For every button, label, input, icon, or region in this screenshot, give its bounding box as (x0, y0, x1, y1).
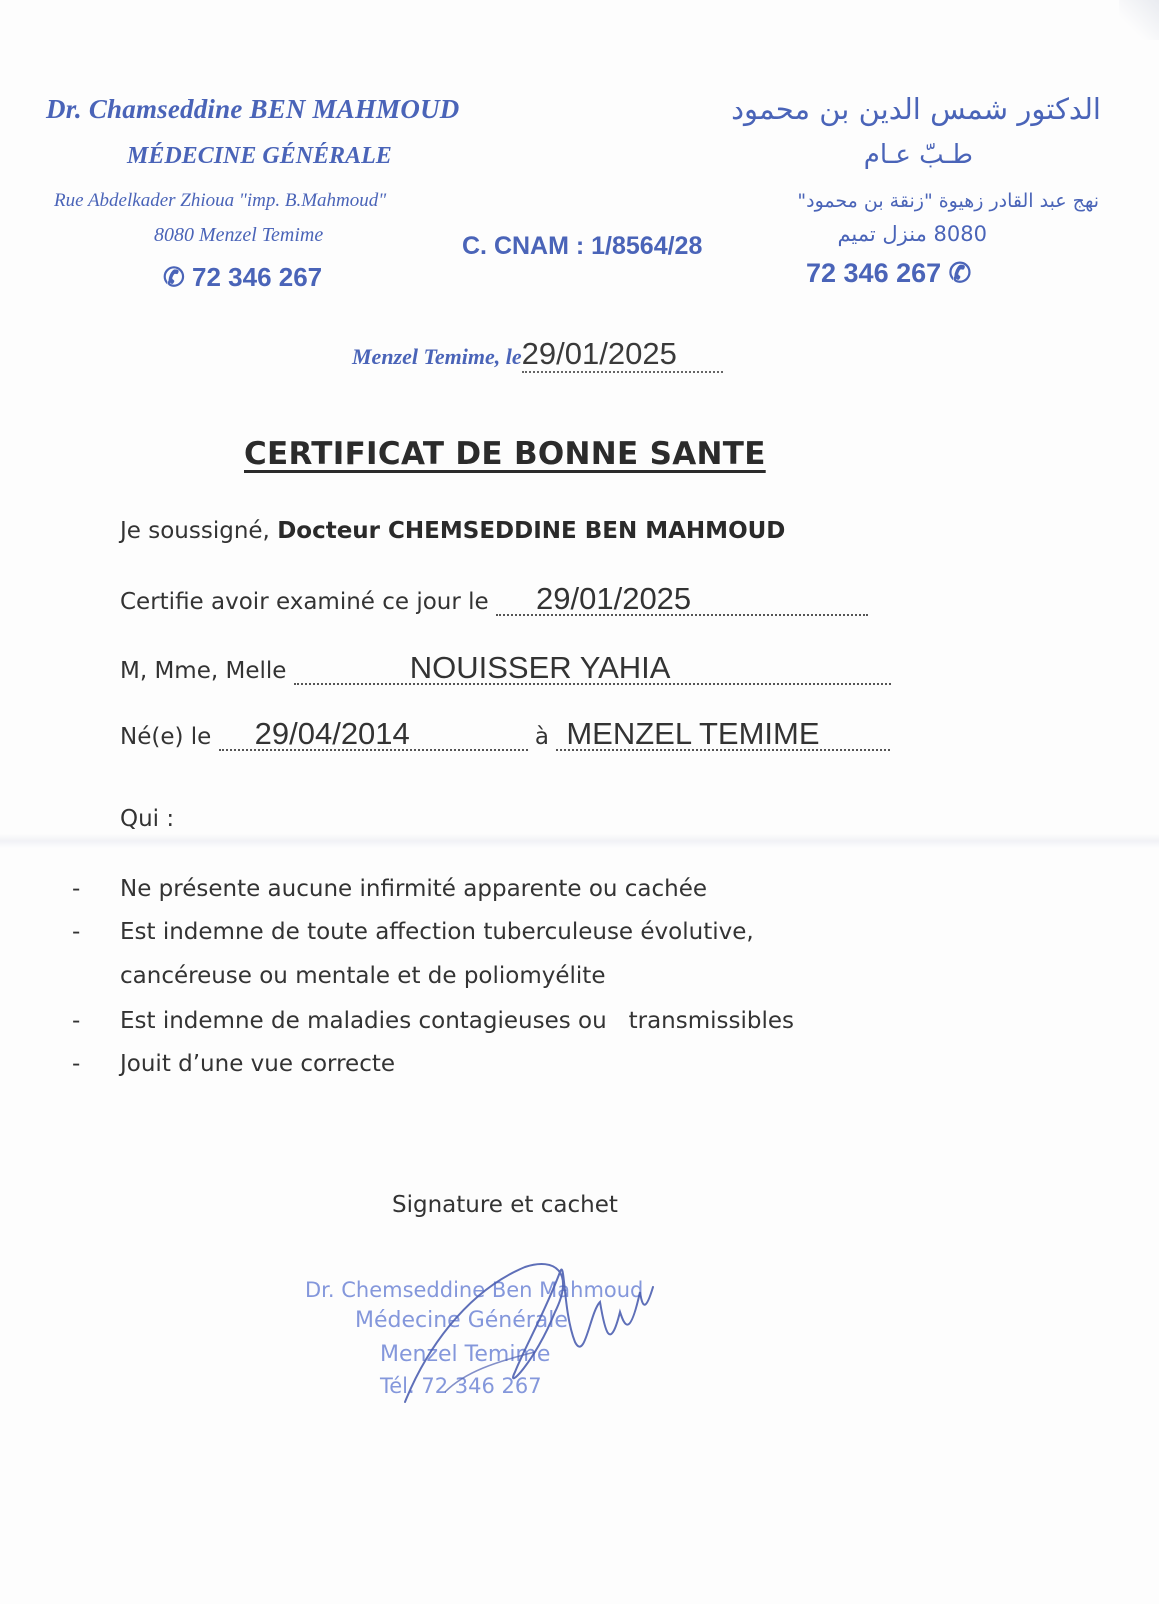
paper-corner (1119, 0, 1159, 40)
condition-item (72, 1008, 794, 1034)
cnam-code: C. CNAM : 1/8564/28 (462, 232, 703, 260)
patient-name-line (120, 652, 891, 685)
doctor-specialty: MÉDECINE GÉNÉRALE (127, 143, 392, 169)
condition-item (72, 919, 754, 945)
doctor-phone: ✆ 72 346 267 (163, 262, 323, 292)
stamp-line: Médecine Générale (355, 1308, 568, 1333)
birth-date-label: Né(e) le (120, 724, 219, 750)
doctor-city-arabic: 8080 منزل تميم (837, 222, 987, 246)
bullet-dash: - (72, 876, 81, 902)
issue-date: 29/01/2025 (522, 336, 723, 373)
condition-text: Est indemne de maladies contagieuses ou transmissibles (120, 1008, 795, 1034)
birth-place-label: à (527, 724, 557, 750)
condition-text: Est indemne de toute affection tuberculeuse évolutive, (120, 919, 754, 945)
birth-place-field: MENZEL TEMIME (556, 718, 890, 751)
declaration-prefix: Je soussigné, (120, 518, 278, 544)
condition-item (72, 1051, 395, 1077)
doctor-name: Dr. Chamseddine BEN MAHMOUD (46, 94, 460, 124)
stamp-line: Tél. 72 346 267 (380, 1374, 542, 1398)
doctor-street-arabic: نهج عبد القادر زهيوة "زنقة بن محمود" (797, 190, 1099, 212)
handwritten-signature (385, 1252, 665, 1422)
bullet-dash: - (72, 1051, 81, 1077)
certificate-title: CERTIFICAT DE BONNE SANTE (244, 436, 766, 472)
exam-date-line (120, 583, 868, 616)
doctor-specialty-arabic: طـبّ عـام (863, 140, 973, 170)
bullet-dash: - (72, 919, 81, 945)
place-label: Menzel Temime, le (352, 344, 522, 369)
condition-text: Ne présente aucune infirmité apparente ou cachée (120, 876, 708, 902)
condition-item (72, 876, 707, 902)
paper-fold-crease (0, 834, 1159, 848)
declaring-doctor: Docteur CHEMSEDDINE BEN MAHMOUD (277, 518, 786, 544)
place-date-row (352, 336, 723, 372)
doctor-street: Rue Abdelkader Zhioua "imp. B.Mahmoud" (54, 190, 387, 211)
doctor-name-arabic: الدكتور شمس الدين بن محمود (731, 92, 1101, 126)
stamp-line: Dr. Chemseddine Ben Mahmoud (305, 1278, 644, 1302)
patient-name-field: NOUISSER YAHIA (294, 652, 891, 685)
qui-label: Qui : (120, 806, 175, 832)
stamp-line: Menzel Temime (380, 1342, 551, 1367)
bullet-dash: - (72, 1008, 81, 1034)
exam-date-label: Certifie avoir examiné ce jour le (120, 589, 497, 615)
exam-date-field: 29/01/2025 (496, 583, 868, 616)
doctor-phone-right: 72 346 267 ✆ (806, 258, 972, 288)
condition-text-continued: cancéreuse ou mentale et de poliomyélite (120, 963, 606, 989)
signature-label: Signature et cachet (392, 1192, 618, 1218)
doctor-city: 8080 Menzel Temime (154, 224, 324, 246)
condition-text: Jouit d’une vue correcte (120, 1051, 396, 1077)
declaration-line (120, 518, 785, 544)
birth-line (120, 718, 890, 751)
patient-name-label: M, Mme, Melle (120, 658, 294, 684)
birth-date-field: 29/04/2014 (219, 718, 528, 751)
